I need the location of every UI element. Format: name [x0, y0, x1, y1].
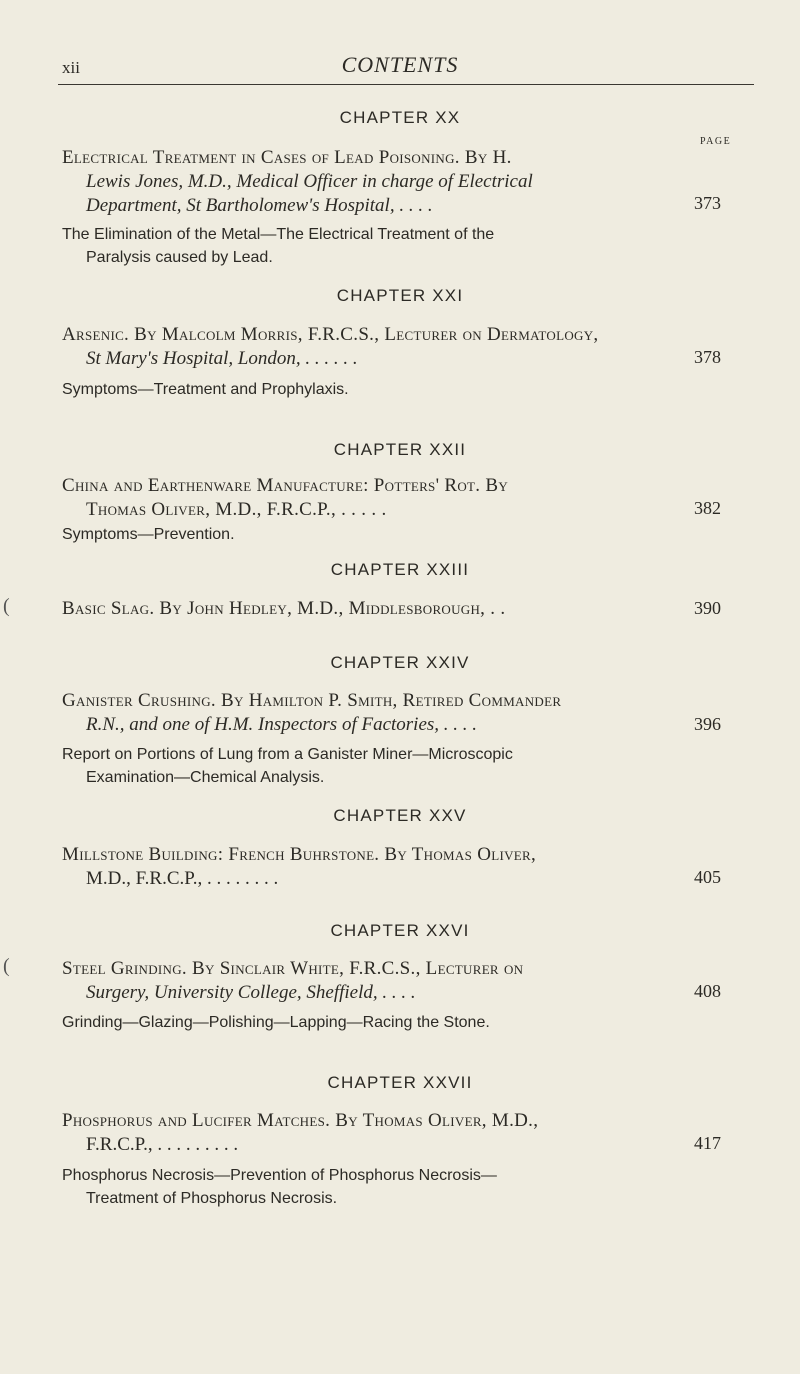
chapter-title: CHAPTER XXVI: [330, 921, 470, 940]
desc-line: Examination—Chemical Analysis.: [86, 769, 325, 786]
chapter-description: [62, 378, 702, 401]
desc-line: Phosphorus Necrosis—Prevention of Phosphorus Necrosis—: [62, 1167, 497, 1184]
running-title: CONTENTS: [341, 52, 459, 77]
page-number: xii: [62, 58, 80, 77]
entry-line: Department, St Bartholomew's Hospital, . . . .: [86, 195, 433, 216]
entry-line: Steel Grinding. By Sinclair White, F.R.C.S., Lecturer on: [62, 958, 524, 979]
chapter-title: CHAPTER XX: [339, 108, 461, 127]
chapter-description: [62, 223, 702, 269]
margin-mark: (: [3, 595, 10, 617]
desc-line: Paralysis caused by Lead.: [86, 249, 273, 266]
entry-line: R.N., and one of H.M. Inspectors of Factories, . . . .: [86, 714, 478, 735]
chapter-title: CHAPTER XXIV: [330, 653, 470, 672]
page-column-label: PAGE: [700, 136, 732, 147]
toc-entry: [62, 843, 672, 891]
entry-line: China and Earthenware Manufacture: Potters' Rot. By: [62, 475, 509, 496]
chapter-title: CHAPTER XXI: [336, 286, 464, 305]
chapter-description: [62, 1164, 702, 1210]
desc-line: Symptoms—Prevention.: [62, 526, 235, 543]
desc-line: Report on Portions of Lung from a Ganister Miner—Microscopic: [62, 746, 513, 763]
chapter-description: [62, 523, 702, 546]
page-ref: 417: [694, 1133, 721, 1153]
chapter-description: [62, 743, 702, 789]
entry-line: Arsenic. By Malcolm Morris, F.R.C.S., Lecturer on Dermatology,: [62, 324, 599, 345]
page-ref: 408: [694, 981, 721, 1001]
desc-line: Treatment of Phosphorus Necrosis.: [86, 1190, 338, 1207]
entry-line: F.R.C.P., . . . . . . . . .: [86, 1134, 239, 1155]
entry-line: Phosphorus and Lucifer Matches. By Thomas Oliver, M.D.,: [62, 1110, 539, 1131]
running-head: [0, 52, 800, 82]
page-ref: 390: [694, 598, 721, 618]
desc-line: The Elimination of the Metal—The Electrical Treatment of the: [62, 226, 495, 243]
page-ref: 373: [694, 193, 721, 213]
page-ref: 378: [694, 347, 721, 367]
toc-entry: [62, 597, 672, 621]
toc-entry: [62, 474, 672, 522]
toc-entry: [62, 1109, 672, 1157]
entry-line: M.D., F.R.C.P., . . . . . . . .: [86, 868, 279, 889]
desc-line: Grinding—Glazing—Polishing—Lapping—Racing the Stone.: [62, 1014, 490, 1031]
toc-entry: [62, 323, 672, 371]
margin-mark: (: [3, 955, 10, 977]
chapter-description: [62, 1011, 702, 1034]
entry-line: Basic Slag. By John Hedley, M.D., Middlesborough, . .: [62, 598, 506, 619]
page-ref: 382: [694, 498, 721, 518]
entry-line: Ganister Crushing. By Hamilton P. Smith, Retired Commander: [62, 690, 562, 711]
entry-line: Lewis Jones, M.D., Medical Officer in charge of Electrical: [86, 171, 533, 192]
chapter-title: CHAPTER XXV: [333, 806, 467, 825]
page-ref: 405: [694, 867, 721, 887]
chapter-title: CHAPTER XXVII: [327, 1073, 473, 1092]
entry-line: Thomas Oliver, M.D., F.R.C.P., . . . . .: [86, 499, 387, 520]
entry-line: Electrical Treatment in Cases of Lead Poisoning. By H.: [62, 147, 512, 168]
chapter-title: CHAPTER XXIII: [330, 560, 470, 579]
header-rule: [58, 84, 754, 85]
toc-entry: [62, 957, 672, 1005]
chapter-title: CHAPTER XXII: [333, 440, 467, 459]
entry-line: St Mary's Hospital, London, . . . . . .: [86, 348, 358, 369]
toc-entry: [62, 689, 672, 737]
page-ref: 396: [694, 714, 721, 734]
toc-entry: [62, 146, 672, 218]
desc-line: Symptoms—Treatment and Prophylaxis.: [62, 381, 349, 398]
entry-line: Millstone Building: French Buhrstone. By Thomas Oliver,: [62, 844, 537, 865]
entry-line: Surgery, University College, Sheffield, . . . .: [86, 982, 416, 1003]
